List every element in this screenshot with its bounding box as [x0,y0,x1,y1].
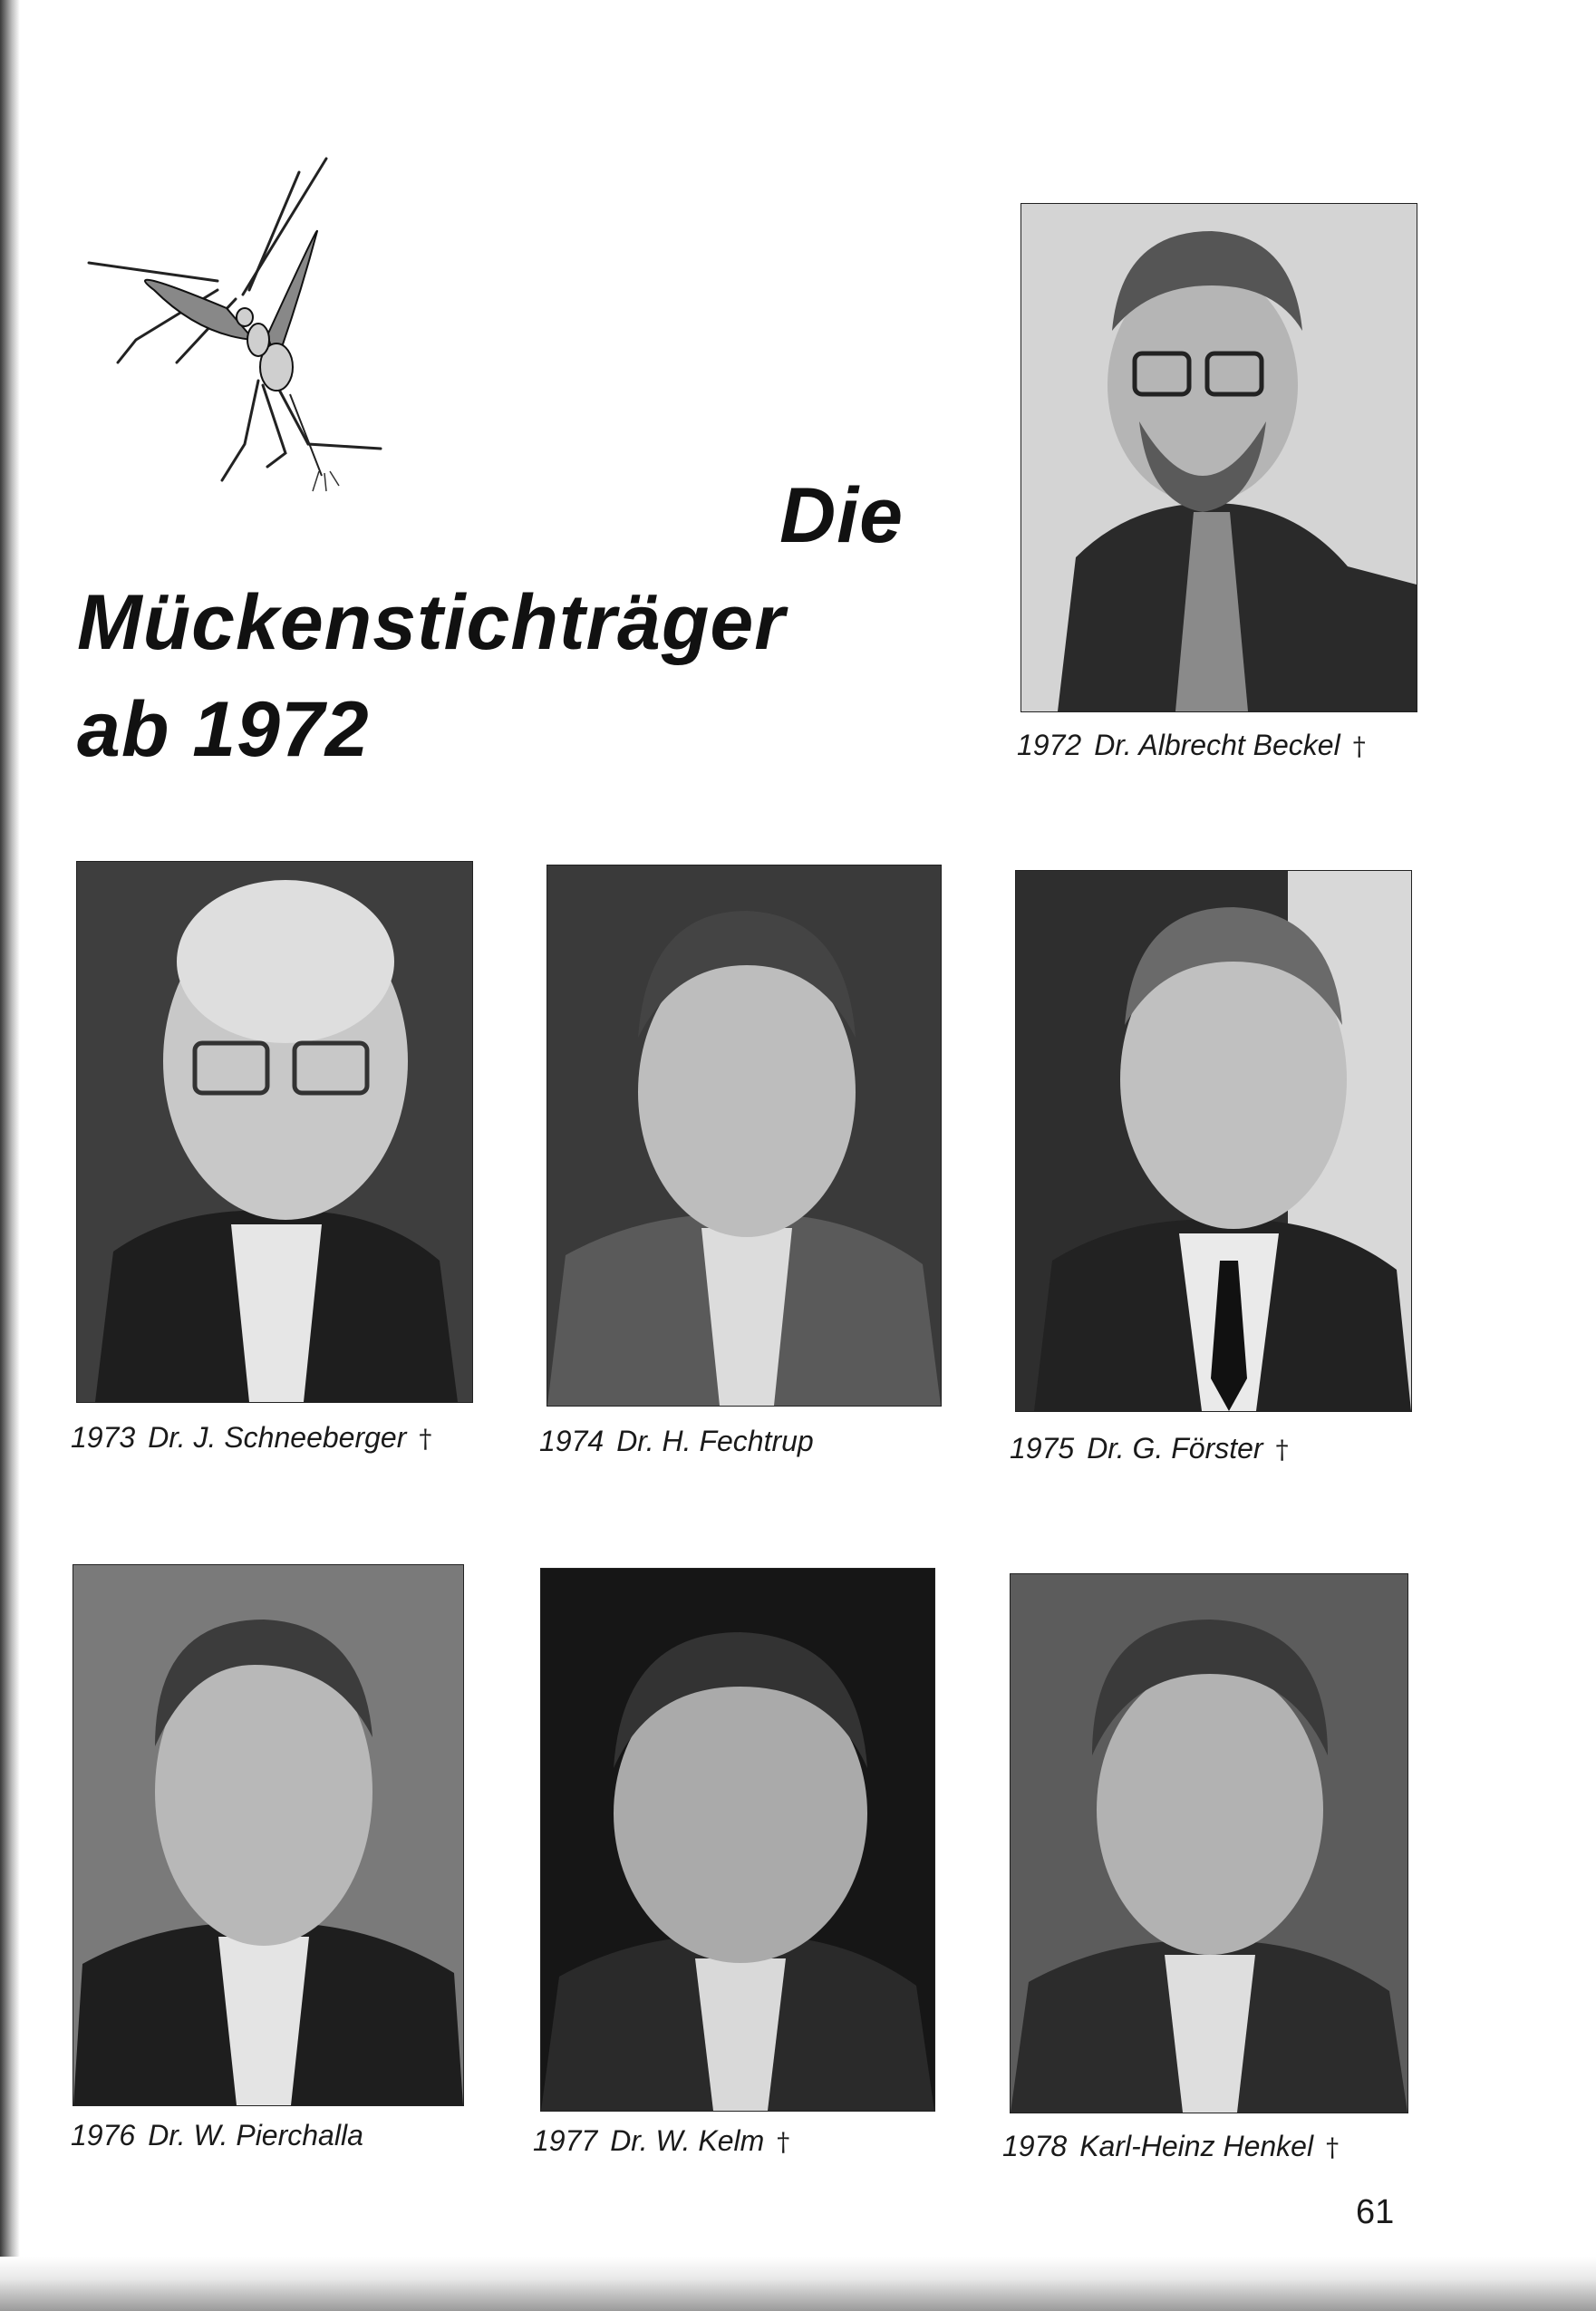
mosquito-icon [82,154,399,498]
caption-name: Karl-Heinz Henkel [1079,2130,1314,2162]
caption-year: 1978 [1002,2130,1068,2162]
caption-year: 1974 [539,1425,605,1457]
caption-year: 1972 [1017,729,1082,761]
page-number: 61 [1356,2193,1395,2231]
dagger-icon: † [1275,1435,1289,1465]
portrait-photo-1975 [1015,870,1412,1412]
caption-name: Dr. G. Förster [1087,1432,1263,1465]
portrait-photo-1977 [540,1568,935,2112]
page-binding-shadow [0,0,20,2311]
caption-1977 [533,2124,789,2158]
portrait-photo-1978 [1010,1573,1408,2113]
portrait-photo-1973 [76,861,473,1403]
title-line-die: Die [779,472,904,559]
portrait-photo-1974 [547,865,942,1407]
page-bottom-edge [0,2257,1596,2311]
caption-year: 1976 [71,2119,136,2151]
caption-year: 1975 [1010,1432,1075,1465]
caption-1973 [71,1421,431,1455]
caption-year: 1977 [533,2124,598,2157]
page-title [77,462,911,783]
caption-1975 [1010,1432,1289,1465]
caption-year: 1973 [71,1421,136,1454]
caption-1974 [539,1425,827,1458]
title-line-ab-1972: ab 1972 [77,686,370,773]
caption-name: Dr. H. Fechtrup [616,1425,814,1457]
caption-name: Dr. Albrecht Beckel [1094,729,1340,761]
dagger-icon: † [1352,731,1366,761]
caption-name: Dr. W. Kelm [610,2124,765,2157]
title-line-mueckenstichtraeger: Mückenstichträger [77,579,786,666]
caption-1972 [1017,729,1366,762]
caption-name: Dr. J. Schneeberger [148,1421,407,1454]
dagger-icon: † [1326,2132,1340,2162]
dagger-icon: † [777,2127,790,2157]
dagger-icon: † [419,1424,432,1454]
caption-name: Dr. W. Pierchalla [148,2119,363,2151]
caption-1978 [1002,2130,1339,2163]
portrait-photo-1976 [73,1564,464,2106]
caption-1976 [71,2119,376,2152]
portrait-photo-1972 [1020,203,1417,712]
